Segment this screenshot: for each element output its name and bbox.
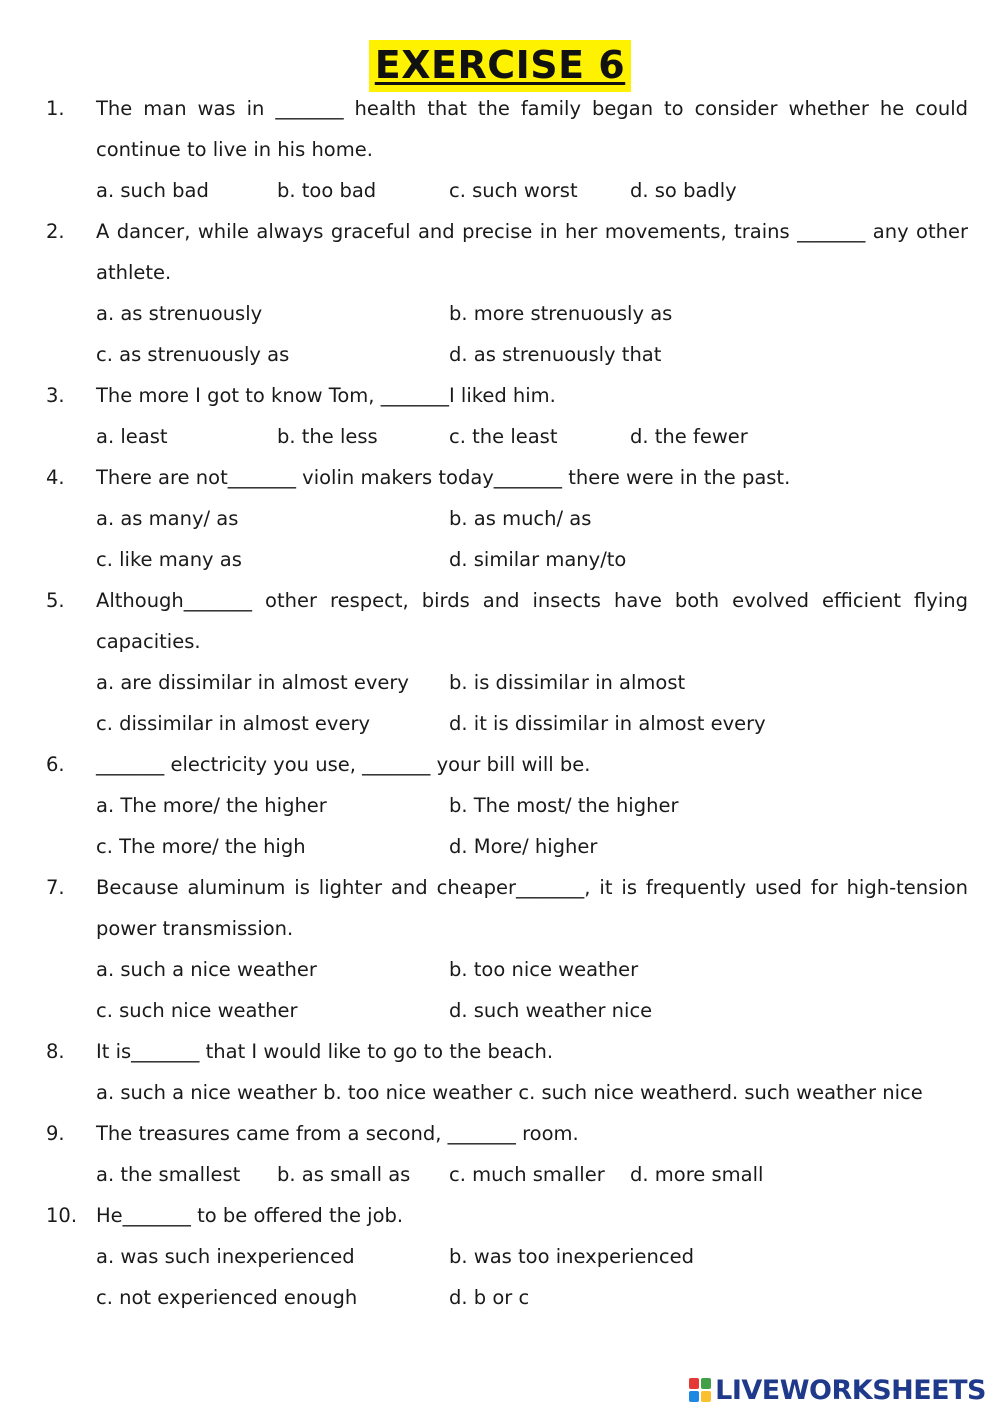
brand-label: LIVEWORKSHEETS	[715, 1374, 986, 1406]
question-item	[46, 744, 968, 867]
options-row	[96, 1236, 968, 1277]
answer-option[interactable]: b. too nice weather	[323, 1081, 513, 1104]
answer-option[interactable]: b. The most/ the higher	[449, 794, 679, 817]
answer-option[interactable]: d. more small	[630, 1163, 764, 1186]
answer-option[interactable]: a. least	[96, 425, 168, 448]
answer-option[interactable]: a. the smallest	[96, 1163, 241, 1186]
answer-option[interactable]: b. is dissimilar in almost	[449, 671, 686, 694]
question-text: He_______ to be offered the job.	[96, 1204, 404, 1227]
answer-option[interactable]: c. as strenuously as	[96, 343, 290, 366]
answer-option[interactable]: c. dissimilar in almost every	[96, 712, 371, 735]
answer-option[interactable]: c. much smaller	[449, 1163, 605, 1186]
answer-option[interactable]: d. such weather nice	[719, 1081, 923, 1104]
answer-option[interactable]: a. are dissimilar in almost every	[96, 671, 409, 694]
answer-option[interactable]: c. such worst	[449, 179, 578, 202]
answer-option[interactable]: d. it is dissimilar in almost every	[449, 712, 766, 735]
question-text: _______ electricity you use, _______ your bill will be.	[96, 753, 591, 776]
question-number: 10.	[46, 1204, 78, 1227]
question-item	[46, 211, 968, 375]
title-wrap	[0, 40, 1000, 92]
question-number: 5.	[46, 589, 65, 612]
question-number: 9.	[46, 1122, 65, 1145]
answer-option[interactable]: c. such nice weather	[96, 999, 298, 1022]
question-text: The man was in _______ health that the family began to consider whether he could continue to live in his home.	[96, 97, 968, 161]
question-text: Although_______ other respect, birds and insects have both evolved efficient flying capacities.	[96, 589, 968, 653]
answer-option[interactable]: a. The more/ the higher	[96, 794, 327, 817]
options-row	[96, 990, 968, 1031]
options-row	[96, 1154, 968, 1195]
question-item	[46, 1031, 968, 1113]
question-text: It is_______ that I would like to go to the beach.	[96, 1040, 554, 1063]
answer-option[interactable]: b. the less	[277, 425, 378, 448]
answer-option[interactable]: d. as strenuously that	[449, 343, 662, 366]
options-row	[96, 785, 968, 826]
brand-logo[interactable]	[689, 1370, 986, 1410]
question-item	[46, 1113, 968, 1195]
answer-option[interactable]: a. such a nice weather	[96, 958, 317, 981]
liveworksheets-logo-icon	[689, 1378, 711, 1402]
question-text: A dancer, while always graceful and precise in her movements, trains _______ any other athlete.	[96, 220, 968, 284]
answer-option[interactable]: a. was such inexperienced	[96, 1245, 355, 1268]
options-row	[96, 334, 968, 375]
question-text: The more I got to know Tom, _______I liked him.	[96, 384, 556, 407]
answer-option[interactable]: c. the least	[449, 425, 558, 448]
page-title: EXERCISE 6	[369, 40, 632, 92]
question-number: 4.	[46, 466, 65, 489]
question-item	[46, 580, 968, 744]
answer-option[interactable]: a. such bad	[96, 179, 209, 202]
options-row	[96, 826, 968, 867]
options-row	[96, 170, 968, 211]
answer-option[interactable]: a. as strenuously	[96, 302, 263, 325]
options-row	[96, 416, 968, 457]
answer-option[interactable]: b. as much/ as	[449, 507, 592, 530]
question-text: Because aluminum is lighter and cheaper_______, it is frequently used for high-tension power transmission.	[96, 876, 968, 940]
answer-option[interactable]: b. was too inexperienced	[449, 1245, 694, 1268]
question-number: 6.	[46, 753, 65, 776]
question-item	[46, 867, 968, 1031]
answer-option[interactable]: d. so badly	[630, 179, 737, 202]
options-row	[96, 1072, 968, 1113]
question-item	[46, 375, 968, 457]
question-number: 8.	[46, 1040, 65, 1063]
question-number: 2.	[46, 220, 65, 243]
question-item	[46, 88, 968, 211]
options-row	[96, 293, 968, 334]
question-number: 7.	[46, 876, 65, 899]
answer-option[interactable]: d. the fewer	[630, 425, 748, 448]
answer-option[interactable]: c. like many as	[96, 548, 242, 571]
question-number: 1.	[46, 97, 65, 120]
question-text: The treasures came from a second, _______ room.	[96, 1122, 579, 1145]
question-text: There are not_______ violin makers today_______ there were in the past.	[96, 466, 791, 489]
answer-option[interactable]: b. too bad	[277, 179, 377, 202]
answer-option[interactable]: a. as many/ as	[96, 507, 239, 530]
options-row	[96, 498, 968, 539]
answer-option[interactable]: c. The more/ the high	[96, 835, 306, 858]
options-row	[96, 703, 968, 744]
options-row	[96, 949, 968, 990]
answer-option[interactable]: d. such weather nice	[449, 999, 653, 1022]
question-item	[46, 457, 968, 580]
options-row	[96, 539, 968, 580]
answer-option[interactable]: d. similar many/to	[449, 548, 627, 571]
question-list	[46, 88, 968, 1318]
question-item	[46, 1195, 968, 1318]
answer-option[interactable]: c. not experienced enough	[96, 1286, 358, 1309]
answer-option[interactable]: c. such nice weather	[518, 1081, 720, 1104]
options-row	[96, 1277, 968, 1318]
options-row	[96, 662, 968, 703]
answer-option[interactable]: b. too nice weather	[449, 958, 639, 981]
answer-option[interactable]: b. as small as	[277, 1163, 411, 1186]
question-number: 3.	[46, 384, 65, 407]
answer-option[interactable]: a. such a nice weather	[96, 1081, 317, 1104]
answer-option[interactable]: d. More/ higher	[449, 835, 598, 858]
answer-option[interactable]: d. b or c	[449, 1286, 530, 1309]
answer-option[interactable]: b. more strenuously as	[449, 302, 673, 325]
